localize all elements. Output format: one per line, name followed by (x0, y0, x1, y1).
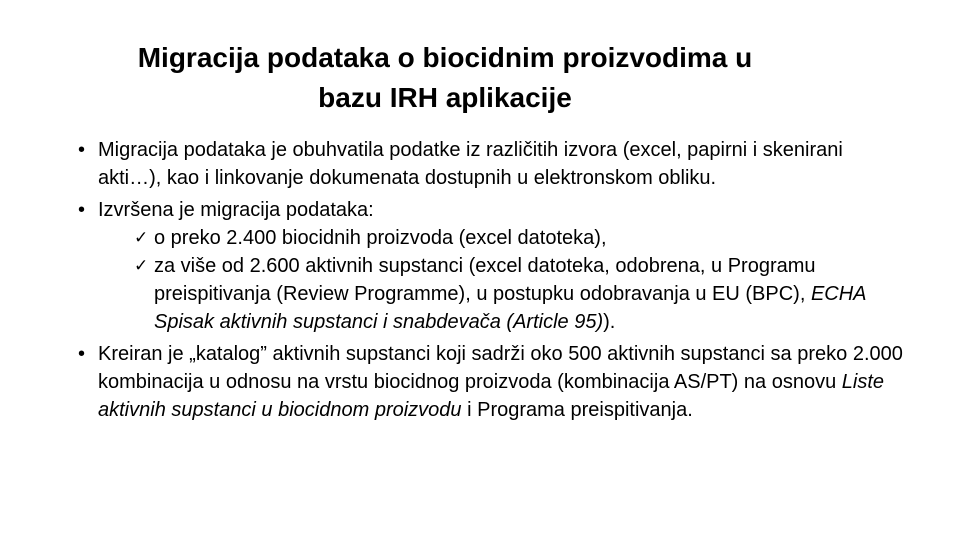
sub-item-substances (98, 252, 908, 336)
sub-item-text-end: ). (603, 311, 616, 333)
bullet-icon: • (78, 139, 86, 161)
checkmark-icon: ✓ (134, 256, 149, 276)
bullet-item-migration-done (78, 196, 908, 336)
slide-body (78, 136, 908, 428)
bullet-icon: • (78, 343, 86, 365)
sub-item-text: o preko 2.400 biocidnih proizvoda (excel datoteka), (154, 227, 607, 249)
sub-item-italic-text: ECHA Spisak aktivnih supstanci i snabdevača (Article 95) (154, 283, 866, 333)
bullet-text: Izvršena je migracija podataka: (98, 199, 374, 221)
bullet-text: Migracija podataka je obuhvatila podatke iz različitih izvora (excel, papirni i skenirani akti…), kao i linkovanje dokumenata dostupnih u elektronskom obliku. (98, 139, 843, 189)
title-line-2: bazu IRH aplikacije (318, 82, 572, 113)
checkmark-icon: ✓ (134, 228, 149, 248)
sub-item-products (98, 224, 908, 252)
bullet-text: Kreiran je „katalog” aktivnih supstanci koji sadrži oko 500 aktivnih supstanci sa preko 2.000 kombinacija u odnosu na vrstu biocidnog proizvoda (kombinacija AS/PT) na osnovu (98, 343, 903, 393)
slide-title (80, 38, 810, 118)
bullet-text-end: i Programa preispitivanja. (461, 399, 693, 421)
title-line-1: Migracija podataka o biocidnim proizvodima u (137, 42, 753, 73)
bullet-icon: • (78, 199, 86, 221)
bullet-italic-text: Liste aktivnih supstanci u biocidnom proizvodu (98, 371, 884, 421)
bullet-item-migration-scope (78, 136, 908, 192)
bullet-item-catalog (78, 340, 908, 424)
sub-item-text: za više od 2.600 aktivnih supstanci (excel datoteka, odobrena, u Programu preispitivanja (Review Programme), u postupku odobravanja u EU (BPC), (154, 255, 816, 305)
